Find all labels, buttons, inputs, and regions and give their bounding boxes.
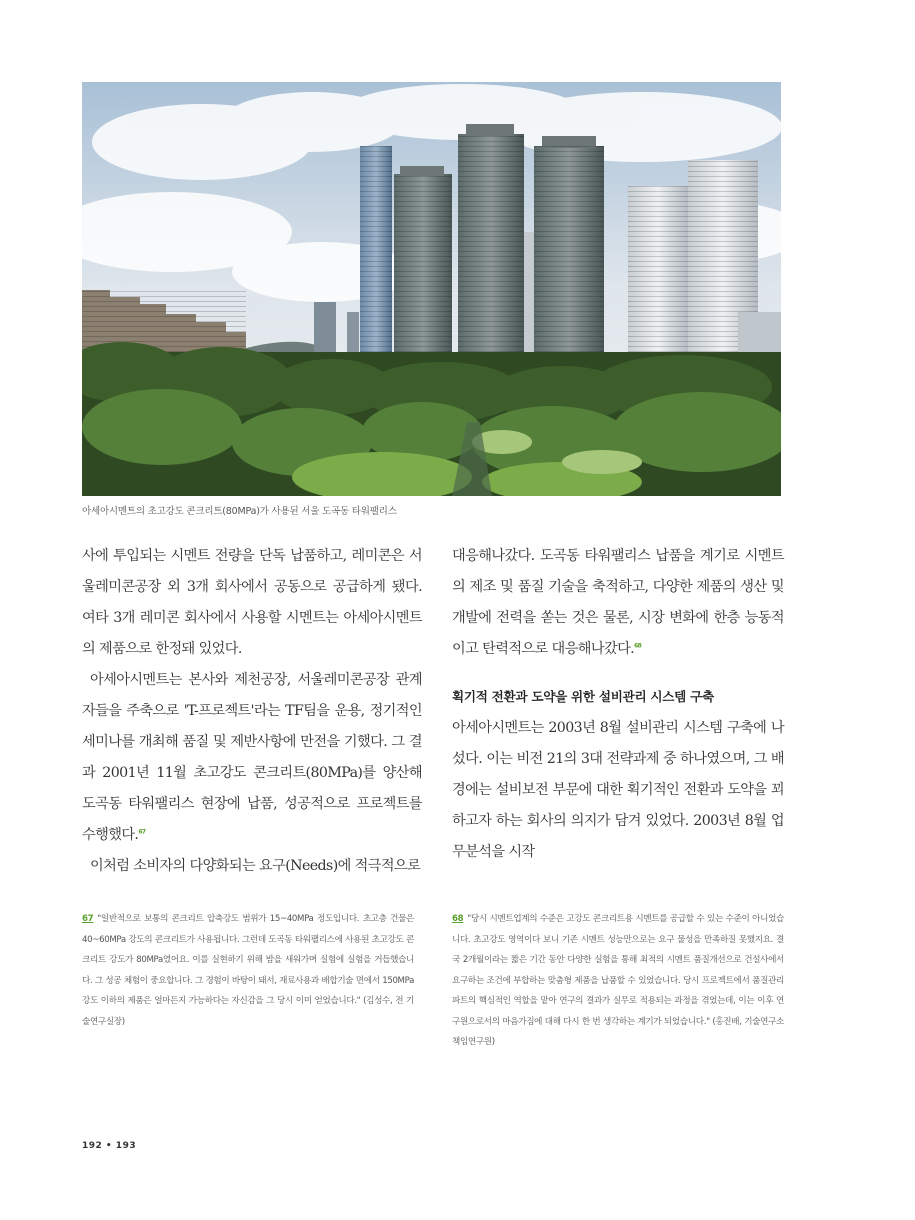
paragraph: 아세아시멘트는 2003년 8월 설비관리 시스템 구축에 나섰다. 이는 비전 21의 3대 전략과제 중 하나였으며, 그 배경에는 설비보전 부문에 대한 획기적인 전환과 도약을 꾀하고자 하는 회사의 의지가 담겨 있었다. 2003년 8월 업무분석을 시작 [452, 720, 784, 860]
paragraph [452, 541, 784, 665]
section-heading: 획기적 전환과 도약을 위한 설비관리 시스템 구축 [452, 689, 714, 704]
footnote-number: 68 [452, 914, 464, 924]
body-column-right [452, 541, 784, 868]
paragraph-text: 대응해나갔다. 도곡동 타워팰리스 납품을 계기로 시멘트의 제조 및 품질 기술을 축적하고, 다양한 제품의 생산 및 개발에 전력을 쏟는 것은 물론, 시장 변화에 한층 능동적이고 탄력적으로 대응해나갔다. [452, 548, 784, 657]
footnote-68 [452, 909, 784, 1053]
paragraph-text: 아세아시멘트는 본사와 제천공장, 서울레미콘공장 관계자들을 주축으로 'T-프로젝트'라는 TF팀을 운용, 정기적인 세미나를 개최해 품질 및 제반사항에 만전을 기했다. 그 결과 2001년 11월 초고강도 콘크리트(80MPa)를 양산해 도곡동 타워팰리스 현장에 납품, 성공적으로 프로젝트를 수행했다. [82, 672, 422, 843]
footnote-ref[interactable]: 67 [138, 828, 146, 836]
footnote-text: "일반적으로 보통의 콘크리트 압축강도 범위가 15~40MPa 정도입니다. 초고층 건물은 40~60MPa 강도의 콘크리트가 사용됩니다. 그런데 도곡동 타워팰리스에 사용된 초고강도 콘크리트 강도가 80MPa였어요. 이를 실현하기 위해 밤을 새워가며 실험에 실험을 거듭했습니다. 그 성공 체험이 중요합니다. 그 경험이 바탕이 돼서, 재료사용과 배합기술 면에서 150MPa강도 이하의 제품은 얼마든지 가능하다는 자신감을 그 당시 이미 얻었습니다." (김성수, 전 기술연구실장) [82, 914, 414, 1027]
photo-caption: 아세아시멘트의 초고강도 콘크리트(80MPa)가 사용된 서울 도곡동 타워팰리스 [82, 506, 397, 517]
footnote-number: 67 [82, 914, 94, 924]
footnote-ref[interactable]: 68 [634, 642, 642, 650]
paragraph: 사에 투입되는 시멘트 전량을 단독 납품하고, 레미콘은 서울레미콘공장 외 3개 회사에서 공동으로 공급하게 됐다. 여타 3개 레미콘 회사에서 사용할 시멘트는 아세아시멘트의 제품으로 한정돼 있었다. [82, 548, 422, 657]
footnote-67 [82, 909, 414, 1032]
body-column-left [82, 541, 422, 882]
tower-palace-photo [82, 82, 781, 496]
page-numbers: 192 • 193 [82, 1141, 137, 1151]
footnote-text: "당시 시멘트업계의 수준은 고강도 콘크리트용 시멘트를 공급할 수 있는 수준이 아니었습니다. 초고강도 영역이다 보니 기존 시멘트 성능만으로는 요구 물성을 만족하질 못했지요. 결국 2개월이라는 짧은 기간 동안 다양한 실험을 통해 최적의 시멘트 품질개선으로 건설사에서 요구하는 조건에 부합하는 맞춤형 제품을 납품할 수 있었습니다. 당시 프로젝트에서 품질관리 파트의 핵심적인 역할을 맡아 연구의 결과가 실무로 적용되는 과정을 겪었는데, 이는 이후 연구원으로서의 마음가짐에 대해 다시 한 번 생각하는 계기가 되었습니다." (홍진배, 기술연구소 책임연구원) [452, 914, 784, 1047]
paragraph: 이처럼 소비자의 다양화되는 요구(Needs)에 적극적으로 [90, 858, 421, 874]
paragraph [82, 665, 422, 851]
